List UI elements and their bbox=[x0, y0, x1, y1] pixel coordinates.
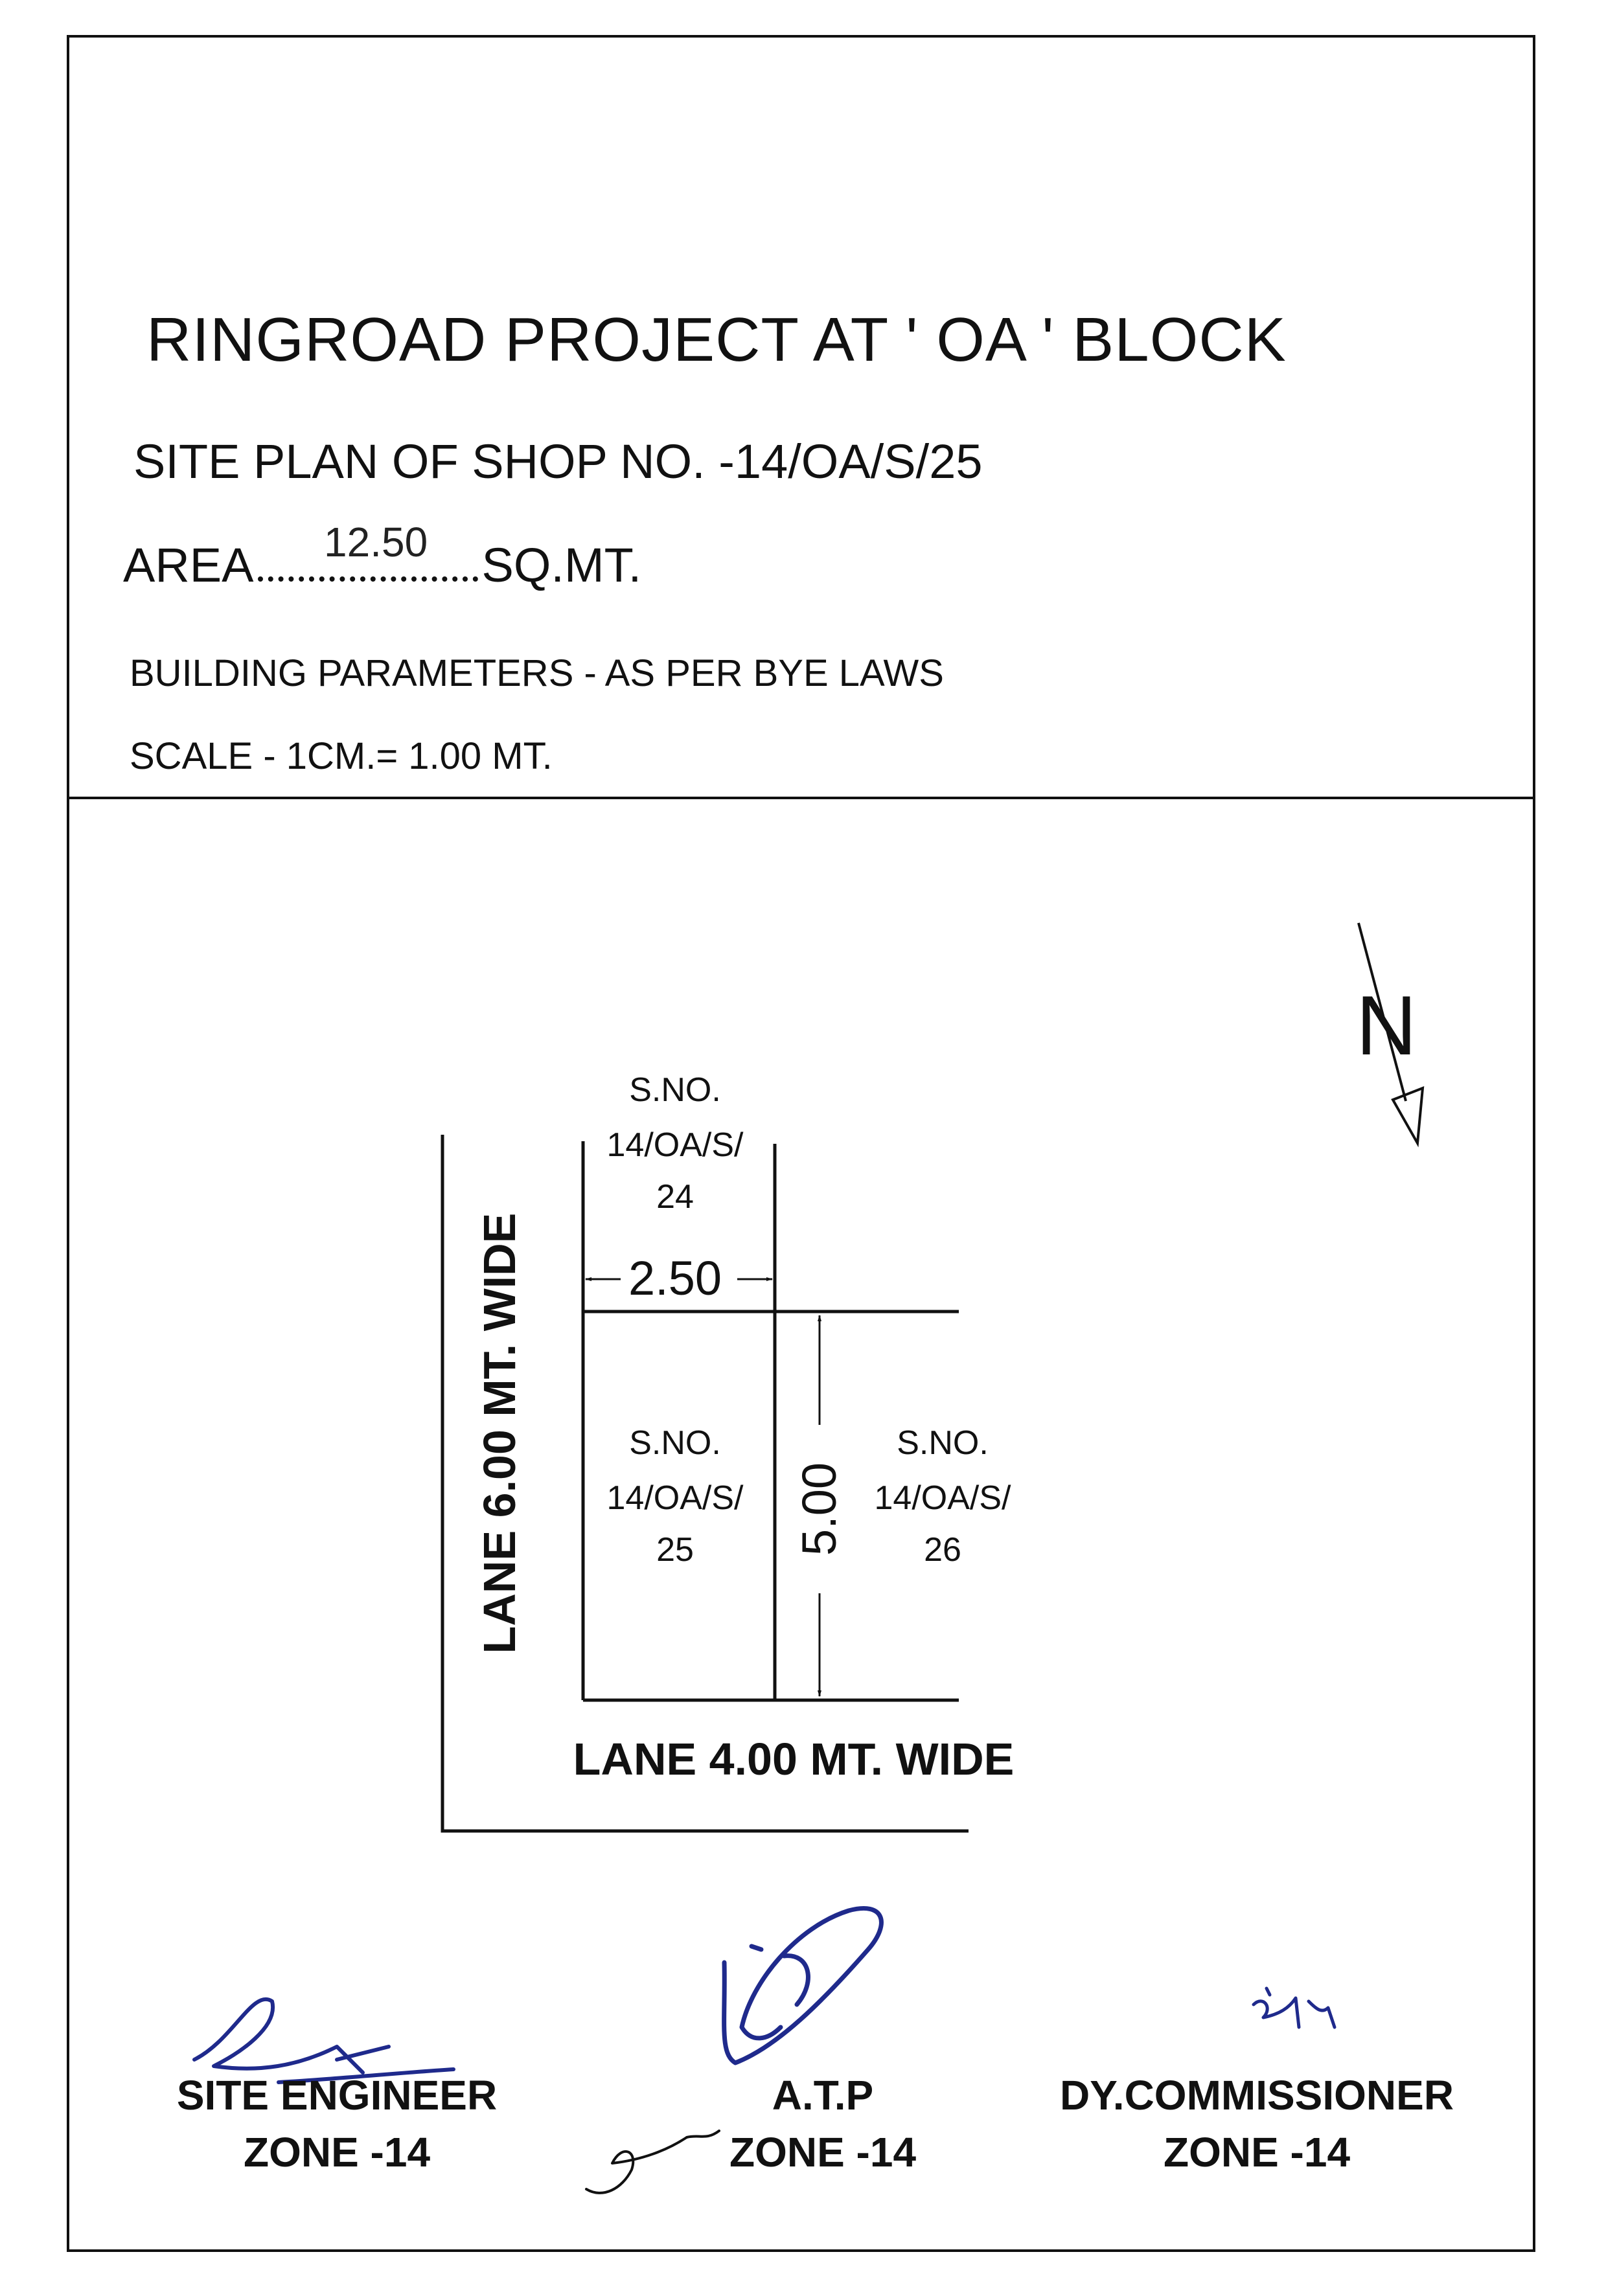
depth-dimension-label: 5.00 bbox=[792, 1462, 846, 1556]
plot-26-line2: 14/OA/S/ bbox=[874, 1479, 1011, 1517]
plot-label-25 bbox=[607, 1424, 744, 1569]
plot-26-line1: S.NO. bbox=[897, 1424, 989, 1462]
north-label: N bbox=[1356, 978, 1417, 1073]
site-engineer-title: SITE ENGINEER bbox=[176, 2072, 498, 2119]
plot-26-line3: 26 bbox=[924, 1531, 961, 1569]
plot-25-line2: 14/OA/S/ bbox=[606, 1479, 744, 1517]
plot-label-26 bbox=[875, 1424, 1012, 1569]
site-engineer-block bbox=[162, 2071, 512, 2176]
atp-title: A.T.P bbox=[772, 2072, 874, 2119]
plot-24-line3: 24 bbox=[656, 1178, 694, 1216]
atp-signature bbox=[724, 1908, 882, 2063]
building-parameters: BUILDING PARAMETERS - AS PER BYE LAWS bbox=[130, 652, 944, 694]
atp-zone: ZONE -14 bbox=[729, 2129, 917, 2176]
project-title: RINGROAD PROJECT AT ' OA ' BLOCK bbox=[146, 305, 1287, 374]
width-dimension-label: 2.50 bbox=[628, 1251, 722, 1305]
dy-commissioner-zone: ZONE -14 bbox=[1163, 2129, 1351, 2176]
atp-block bbox=[700, 2071, 946, 2176]
plot-25-line3: 25 bbox=[656, 1531, 694, 1569]
north-arrow-icon bbox=[1356, 923, 1423, 1143]
area-value: 12.50 bbox=[324, 519, 428, 565]
area-prefix: AREA bbox=[123, 538, 254, 592]
site-engineer-signature bbox=[194, 1999, 453, 2082]
plot-label-24 bbox=[607, 1071, 744, 1216]
plot-24-line2: 14/OA/S/ bbox=[606, 1126, 744, 1164]
dy-commissioner-title: DY.COMMISSIONER bbox=[1059, 2072, 1454, 2119]
area-unit: SQ.MT. bbox=[481, 538, 642, 592]
dy-commissioner-signature bbox=[1254, 1988, 1335, 2027]
dy-commissioner-block bbox=[1037, 2071, 1477, 2176]
site-plan-subtitle: SITE PLAN OF SHOP NO. -14/OA/S/25 bbox=[133, 435, 983, 488]
lane-south-label: LANE 4.00 MT. WIDE bbox=[573, 1734, 1015, 1784]
plot-25-line1: S.NO. bbox=[629, 1424, 721, 1462]
lane-west-label: LANE 6.00 MT. WIDE bbox=[474, 1212, 525, 1654]
scale-note: SCALE - 1CM.= 1.00 MT. bbox=[130, 735, 553, 777]
site-engineer-zone: ZONE -14 bbox=[243, 2129, 431, 2176]
plot-24-line1: S.NO. bbox=[629, 1071, 721, 1109]
